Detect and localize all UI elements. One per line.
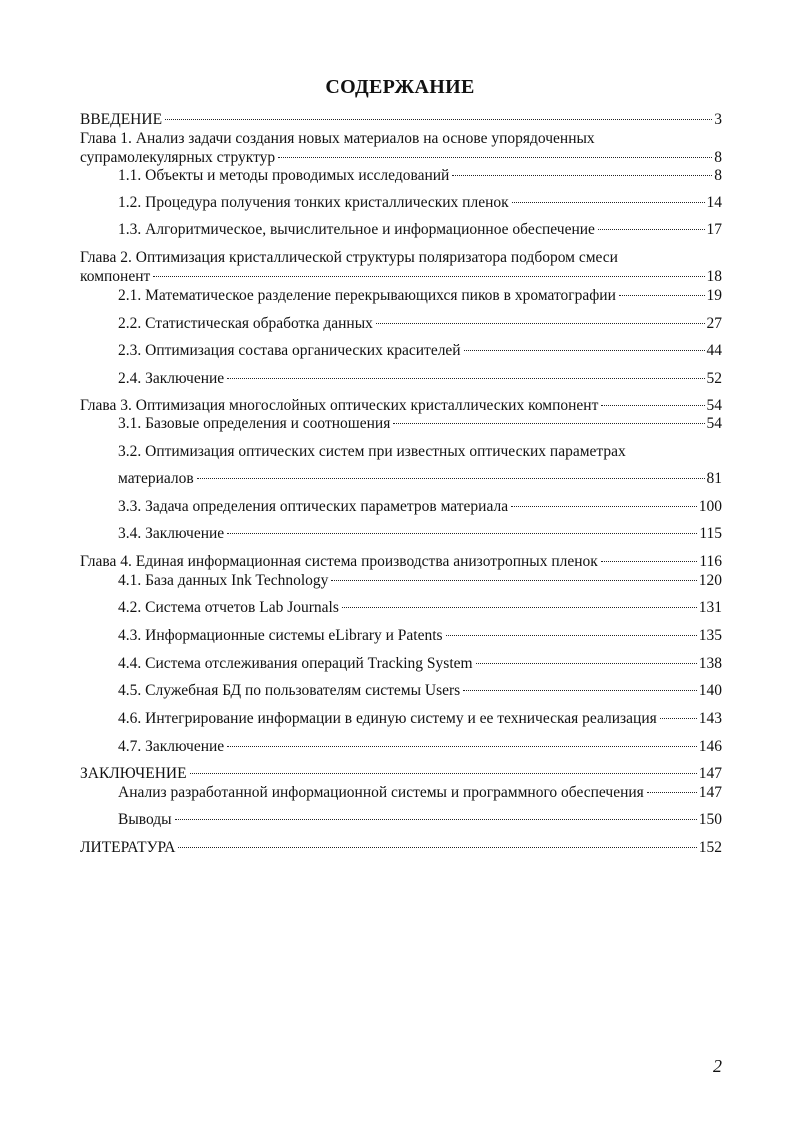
dot-leader (331, 580, 696, 581)
toc-entry-page: 150 (698, 811, 722, 828)
toc-entry-section-3-4 (118, 524, 722, 544)
toc-entry-section-2-1 (118, 286, 722, 306)
toc-entry-page: 140 (698, 682, 722, 699)
toc-entry-text: 4.6. Интегрирование информации в единую систему и ее техническая реализация (118, 710, 657, 727)
toc-entry-page: 115 (699, 525, 722, 542)
toc-entry-conclusion-findings (118, 810, 722, 830)
toc-entry-text: 4.7. Заключение (118, 738, 225, 755)
dot-leader (165, 119, 712, 120)
dot-leader (511, 506, 697, 507)
toc-entry-page: 120 (698, 572, 722, 589)
toc-entry-text: ЛИТЕРАТУРА (80, 839, 176, 856)
page-title: СОДЕРЖАНИЕ (325, 76, 475, 98)
dot-leader (601, 405, 704, 406)
toc-entry-section-2-2 (118, 314, 722, 334)
toc-entry-page: 27 (706, 315, 722, 332)
toc-entry-chapter-2 (80, 267, 722, 287)
toc-entry-text: 2.2. Статистическая обработка данных (118, 315, 373, 332)
dot-leader (376, 323, 705, 324)
toc-entry-chapter-4 (80, 552, 722, 572)
toc-entry-text: 4.5. Служебная БД по пользователям системы Users (118, 682, 461, 699)
toc-entry-page: 14 (706, 194, 722, 211)
dot-leader (476, 663, 697, 664)
toc-entry-page: 8 (714, 167, 722, 184)
toc-entry-chapter-3 (80, 396, 722, 416)
toc-entry-page: 54 (706, 397, 722, 414)
toc-entry-page: 138 (698, 655, 722, 672)
toc-entry-section-3-1 (118, 414, 722, 434)
dot-leader (178, 847, 696, 848)
toc-entry-text: 3.4. Заключение (118, 525, 225, 542)
toc-entry-text: 3.1. Базовые определения и соотношения (118, 415, 391, 432)
toc-entry-text: компонент (80, 268, 151, 285)
dot-leader (464, 350, 705, 351)
dot-leader (227, 746, 697, 747)
toc-entry-introduction (80, 110, 722, 130)
toc-entry-text: ЗАКЛЮЧЕНИЕ (80, 765, 187, 782)
toc-entry-section-4-3 (118, 626, 722, 646)
toc-entry-section-4-4 (118, 654, 722, 674)
dot-leader (227, 378, 704, 379)
toc-entry-page: 100 (698, 498, 722, 515)
toc-entry-section-4-7 (118, 737, 722, 757)
toc-entry-page: 116 (699, 553, 722, 570)
dot-leader (601, 561, 697, 562)
dot-leader (197, 478, 705, 479)
dot-leader (342, 607, 697, 608)
toc-entry-page: 152 (698, 839, 722, 856)
toc-entry-text: 2.4. Заключение (118, 370, 225, 387)
toc-entry-text: 3.3. Задача определения оптических параметров материала (118, 498, 509, 515)
toc-entry-page: 131 (698, 599, 722, 616)
toc-entry-section-2-4 (118, 369, 722, 389)
dot-leader (452, 175, 712, 176)
toc-entry-text: 2.1. Математическое разделение перекрывающихся пиков в хроматографии (118, 287, 616, 304)
toc-entry-text: Глава 4. Единая информационная система производства анизотропных пленок (80, 553, 598, 570)
toc-entry-page: 18 (706, 268, 722, 285)
dot-leader (463, 690, 697, 691)
toc-entry-conclusion (80, 764, 722, 784)
toc-entry-text: материалов (118, 470, 194, 487)
toc-entry-section-4-6 (118, 709, 722, 729)
toc-entry-text: 1.3. Алгоритмическое, вычислительное и информационное обеспечение (118, 221, 595, 238)
toc-entry-literature (80, 838, 722, 858)
dot-leader (512, 202, 705, 203)
toc-entry-section-3-3 (118, 497, 722, 517)
toc-entry-text: 4.3. Информационные системы eLibrary и Patents (118, 627, 443, 644)
page-number: 2 (713, 1056, 722, 1076)
toc-entry-text: ВВЕДЕНИЕ (80, 111, 163, 128)
dot-leader (190, 773, 697, 774)
toc-entry-text: Глава 3. Оптимизация многослойных оптических кристаллических компонент (80, 397, 599, 414)
toc-entry-section-3-2 (118, 469, 722, 489)
toc-entry-page: 54 (706, 415, 722, 432)
toc-entry-text: супрамолекулярных структур (80, 149, 276, 166)
toc-entry-text: 1.1. Объекты и методы проводимых исследований (118, 167, 450, 184)
dot-leader (619, 295, 705, 296)
toc-entry-section-1-1 (118, 166, 722, 186)
toc-entry-section-4-2 (118, 598, 722, 618)
toc-entry-page: 52 (706, 370, 722, 387)
dot-leader (598, 229, 705, 230)
dot-leader (175, 819, 697, 820)
toc-entry-page: 8 (714, 149, 722, 166)
toc-entry-conclusion-analysis (118, 783, 722, 803)
toc-entry-page: 147 (698, 765, 722, 782)
dot-leader (227, 533, 697, 534)
toc-entry-page: 143 (698, 710, 722, 727)
toc-entry-page: 147 (698, 784, 722, 801)
dot-leader (446, 635, 697, 636)
toc-entry-page: 3 (714, 111, 722, 128)
toc-chapter-1-line1: Глава 1. Анализ задачи создания новых материалов на основе упорядоченных (80, 130, 595, 147)
toc-chapter-2-line1: Глава 2. Оптимизация кристаллической структуры поляризатора подбором смеси (80, 249, 618, 266)
dot-leader (153, 276, 704, 277)
toc-entry-page: 17 (706, 221, 722, 238)
toc-entry-text: 4.4. Система отслеживания операций Tracking System (118, 655, 473, 672)
dot-leader (278, 157, 712, 158)
toc-entry-page: 146 (698, 738, 722, 755)
dot-leader (393, 423, 704, 424)
toc-entry-page: 19 (706, 287, 722, 304)
toc-entry-section-4-1 (118, 571, 722, 591)
toc-entry-chapter-1 (80, 148, 722, 168)
toc-entry-text: 4.1. База данных Ink Technology (118, 572, 329, 589)
toc-entry-text: 1.2. Процедура получения тонких кристаллических пленок (118, 194, 509, 211)
toc-entry-text: 2.3. Оптимизация состава органических красителей (118, 342, 461, 359)
toc-entry-text: 4.2. Система отчетов Lab Journals (118, 599, 339, 616)
toc-section-3-2-line1: 3.2. Оптимизация оптических систем при известных оптических параметрах (118, 443, 626, 460)
toc-entry-page: 81 (706, 470, 722, 487)
toc-entry-text: Выводы (118, 811, 172, 828)
toc-entry-section-1-3 (118, 220, 722, 240)
toc-entry-text: Анализ разработанной информационной системы и программного обеспечения (118, 784, 644, 801)
toc-entry-section-2-3 (118, 341, 722, 361)
toc-entry-page: 135 (698, 627, 722, 644)
toc-entry-section-1-2 (118, 193, 722, 213)
dot-leader (660, 718, 697, 719)
toc-entry-page: 44 (706, 342, 722, 359)
dot-leader (647, 792, 697, 793)
toc-entry-section-4-5 (118, 681, 722, 701)
